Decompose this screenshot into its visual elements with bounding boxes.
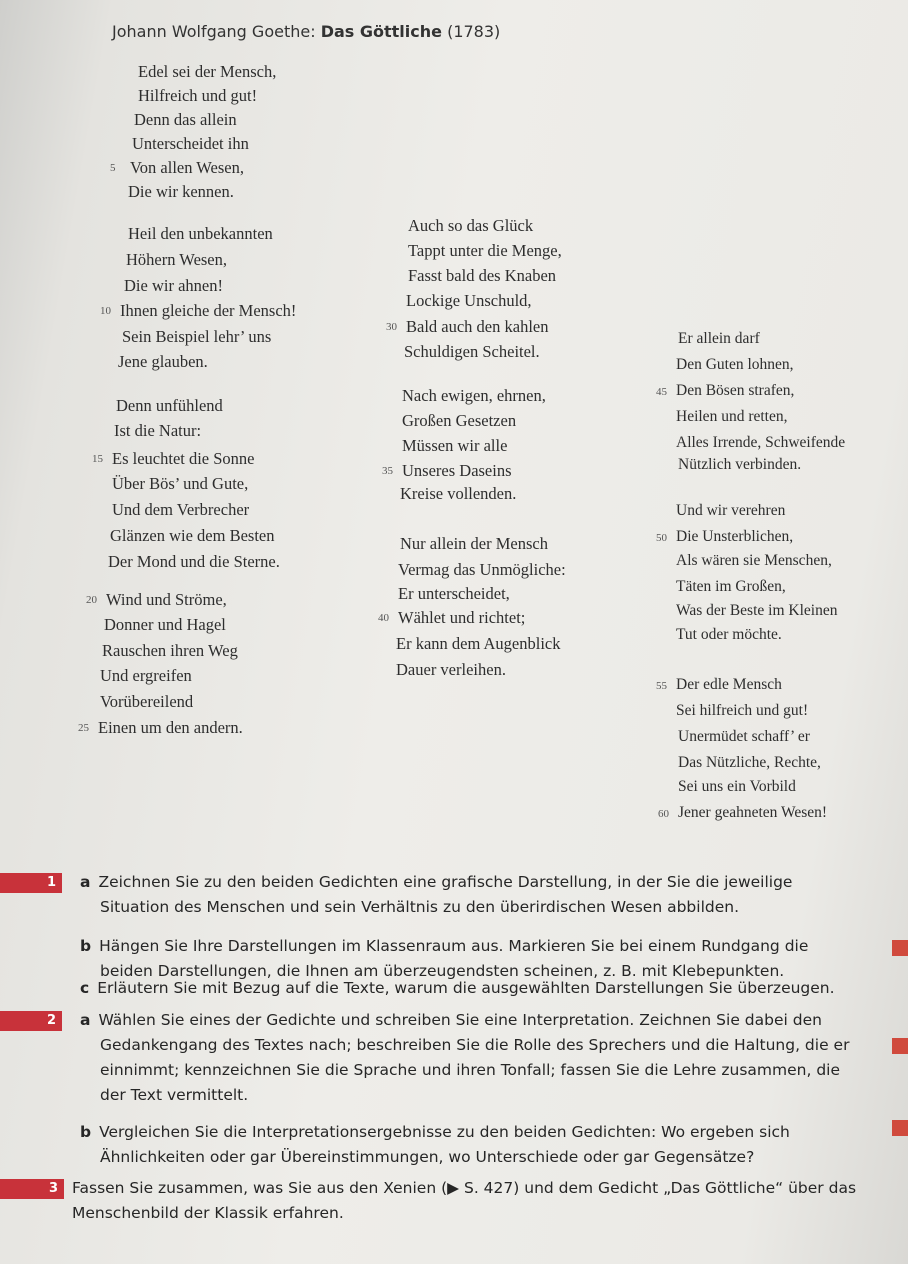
author-name: Johann Wolfgang Goethe: [112, 22, 316, 41]
poem-line: Tut oder möchte. [676, 626, 782, 643]
poem-line: Tappt unter die Menge, [408, 241, 562, 260]
poem-line: Wind und Ströme, [106, 590, 227, 609]
poem-line: Lockige Unschuld, [406, 291, 532, 310]
poem-line: Müssen wir alle [402, 436, 508, 455]
task-text: Vergleichen Sie die Interpretationsergebnisse zu den beiden Gedichten: Wo ergeben sich [99, 1123, 790, 1141]
poem-line: Denn unfühlend [116, 396, 223, 415]
poem-line: Auch so das Glück [408, 216, 534, 235]
task-line [80, 870, 792, 895]
poem-line: Den Guten lohnen, [676, 356, 794, 373]
poem-line: Einen um den andern. [98, 718, 243, 737]
poem-line: Nur allein der Mensch [400, 534, 548, 553]
poem-line: Unermüdet schaff’ er [678, 728, 810, 745]
poem-line: Alles Irrende, Schweifende [676, 434, 846, 451]
task-line: Gedankengang des Textes nach; beschreiben Sie die Rolle des Sprechers und die Haltung, die er [100, 1036, 850, 1054]
poem-line: Er allein darf [678, 330, 760, 347]
poem-line: Die wir ahnen! [124, 276, 223, 295]
poem-line: Rauschen ihren Weg [102, 641, 238, 660]
poem-line: Vermag das Unmögliche: [398, 560, 566, 579]
task-letter: a [80, 1011, 91, 1029]
task-text: Erläutern Sie mit Bezug auf die Texte, warum die ausgewählten Darstellungen Sie überzeugen. [97, 979, 835, 997]
poem-line: Ist die Natur: [114, 421, 202, 440]
line-number: 20 [86, 594, 97, 606]
poem-line: Und dem Verbrecher [112, 500, 250, 519]
poem-line: Großen Gesetzen [402, 411, 517, 430]
poem-line: Und wir verehren [676, 502, 786, 519]
page-edge-marker [892, 1120, 908, 1136]
poem-line: Unseres Daseins [402, 461, 512, 480]
poem-line: Donner und Hagel [104, 615, 226, 634]
task-line [80, 934, 808, 959]
task-letter: b [80, 937, 92, 955]
task-letter: b [80, 1123, 92, 1141]
task-line: Menschenbild der Klassik erfahren. [72, 1204, 344, 1222]
poem-line: Der edle Mensch [676, 676, 782, 693]
poem-line: Sei uns ein Vorbild [678, 778, 796, 795]
poem-line: Von allen Wesen, [130, 158, 245, 177]
task-line: Ähnlichkeiten oder gar Übereinstimmungen, wo Unterschiede oder gar Gegensätze? [100, 1148, 755, 1166]
poem-line: Den Bösen strafen, [676, 382, 795, 399]
task-letter: a [80, 873, 91, 891]
poem-line: Über Bös’ und Gute, [112, 474, 249, 493]
poem-line: Der Mond und die Sterne. [108, 552, 280, 571]
line-number: 25 [78, 722, 89, 734]
poem-line: Denn das allein [134, 110, 237, 129]
task-number-badge: 1 [0, 873, 62, 893]
poem-line: Glänzen wie dem Besten [110, 526, 275, 545]
line-number: 35 [382, 465, 393, 477]
poem-line: Als wären sie Menschen, [676, 552, 832, 569]
poem-line: Kreise vollenden. [400, 484, 517, 503]
poem-line: Hilfreich und gut! [138, 86, 258, 105]
line-number: 40 [378, 612, 389, 624]
page-edge-marker [892, 940, 908, 956]
poem-line: Sei hilfreich und gut! [676, 702, 809, 719]
task-line [80, 976, 835, 1001]
task-number-badge: 3 [0, 1179, 64, 1199]
poem-line: Nützlich verbinden. [678, 456, 802, 473]
task-line: beiden Darstellungen, die Ihnen am überzeugendsten scheinen, z. B. mit Klebepunkten. [100, 962, 785, 980]
poem-line: Sein Beispiel lehr’ uns [122, 327, 272, 346]
poem-line: Was der Beste im Kleinen [676, 602, 838, 619]
poem-line: Jener geahneten Wesen! [678, 804, 828, 821]
line-number: 55 [656, 680, 667, 692]
poem-name: Das Göttliche [320, 22, 442, 41]
poem-line: Bald auch den kahlen [406, 317, 549, 336]
poem-line: Heilen und retten, [676, 408, 788, 425]
poem-line: Ihnen gleiche der Mensch! [120, 301, 297, 320]
poem-line: Das Nützliche, Rechte, [678, 754, 821, 771]
poem-line: Täten im Großen, [676, 578, 786, 595]
line-number: 50 [656, 532, 667, 544]
poem-line: Jene glauben. [118, 352, 208, 371]
task-text: Hängen Sie Ihre Darstellungen im Klassenraum aus. Markieren Sie bei einem Rundgang die [99, 937, 809, 955]
poem-line: Nach ewigen, ehrnen, [402, 386, 546, 405]
poem-line: Fasst bald des Knaben [408, 266, 557, 285]
poem-line: Er unterscheidet, [398, 584, 510, 603]
line-number: 10 [100, 305, 111, 317]
task-line: Situation des Menschen und sein Verhältnis zu den überirdischen Wesen abbilden. [100, 898, 740, 916]
poem-line: Die Unsterblichen, [676, 528, 794, 545]
poem-line: Dauer verleihen. [396, 660, 506, 679]
poem-line: Die wir kennen. [128, 182, 234, 201]
poem-line: Wählet und richtet; [398, 608, 526, 627]
poem-line: Er kann dem Augenblick [396, 634, 561, 653]
line-number: 15 [92, 453, 103, 465]
poem-line: Und ergreifen [100, 666, 192, 685]
poem-line: Es leuchtet die Sonne [112, 449, 255, 468]
line-number: 45 [656, 386, 667, 398]
poem-year: (1783) [447, 22, 501, 41]
task-line [80, 1120, 790, 1145]
task-line: einnimmt; kennzeichnen Sie die Sprache und ihren Tonfall; fassen Sie die Lehre zusammen, die [100, 1061, 841, 1079]
line-number: 60 [658, 808, 669, 820]
poem-line: Unterscheidet ihn [132, 134, 249, 153]
poem-line: Schuldigen Scheitel. [404, 342, 540, 361]
task-text: Zeichnen Sie zu den beiden Gedichten eine grafische Darstellung, in der Sie die jeweilige [98, 873, 793, 891]
page-edge-marker [892, 1038, 908, 1054]
task-text: Wählen Sie eines der Gedichte und schreiben Sie eine Interpretation. Zeichnen Sie dabei den [98, 1011, 822, 1029]
line-number: 30 [386, 321, 397, 333]
task-line: der Text vermittelt. [100, 1086, 249, 1104]
poem-title [112, 22, 500, 41]
line-number: 5 [110, 162, 116, 174]
task-number-badge: 2 [0, 1011, 62, 1031]
poem-line: Höhern Wesen, [126, 250, 228, 269]
task-line [80, 1008, 822, 1033]
task-letter: c [80, 979, 90, 997]
task-line: Fassen Sie zusammen, was Sie aus den Xenien (▶ S. 427) und dem Gedicht „Das Göttliche“ über das [72, 1179, 857, 1197]
poem-line: Edel sei der Mensch, [138, 62, 277, 81]
poem-line: Vorübereilend [100, 692, 194, 711]
poem-line: Heil den unbekannten [128, 224, 273, 243]
